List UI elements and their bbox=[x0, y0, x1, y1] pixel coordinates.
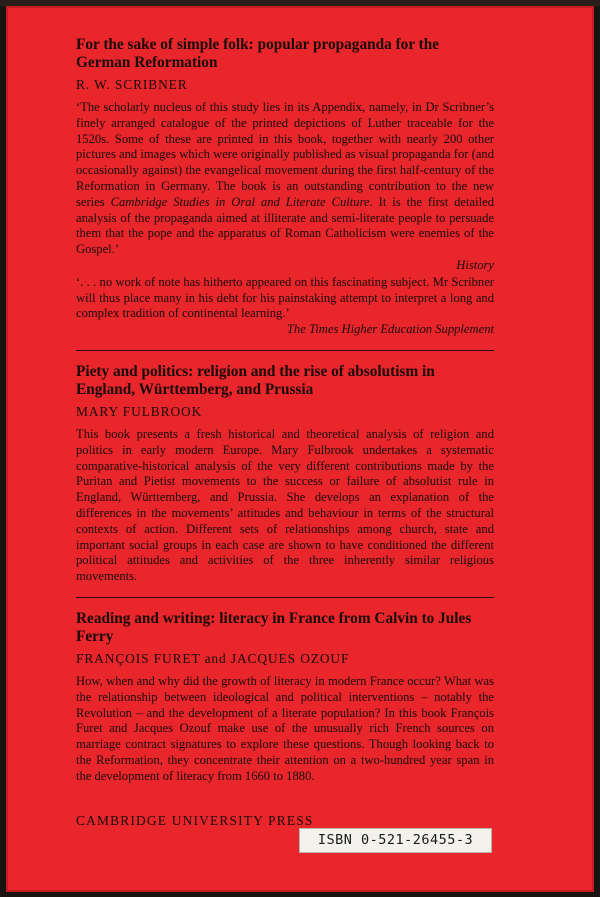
book-entry-fulbrook bbox=[76, 363, 494, 585]
review-quote bbox=[76, 100, 494, 258]
book-title: Reading and writing: literacy in France from Calvin to Jules Ferry bbox=[76, 609, 472, 645]
divider-rule bbox=[76, 350, 494, 351]
publisher-name: CAMBRIDGE UNIVERSITY PRESS bbox=[76, 812, 314, 828]
book-description: How, when and why did the growth of literacy in modern France occur? What was the relationship between ideological and political interventions – notably the Revolution – and the development of a literate population? In this book François Furet and Jacques Ozouf make use of the unusually rich French sources on marriage contract signatures to explore these questions. Though looking back to the Reformation, they concentrate their attention on a two-hundred year span in the development of literacy from 1660 to 1880. bbox=[76, 673, 494, 783]
review-text: ‘The scholarly nucleus of this study lies in its Appendix, namely, in Dr Scribner’s finely arranged catalogue of the printed depictions of Luther traceable for the 1520s. Some of these are printed in this book, together with nearly 200 other pictures and images which were originally published as visual propaganda for (and occasionally against) the evangelical movement during the first half-century of the Reformation in Germany. The book is an outstanding contribution to the new series bbox=[76, 100, 494, 209]
book-entry-scribner bbox=[76, 36, 494, 338]
book-title: Piety and politics: religion and the rise of absolutism in England, Württemberg, and Prussia bbox=[76, 362, 435, 398]
book-entry-furet-ozouf bbox=[76, 610, 494, 785]
divider-rule bbox=[76, 597, 494, 598]
review-text: . It is the first detailed analysis of the propaganda aimed at illiterate and semi-literate people to persuade them that the pope and the apparatus of Roman Catholicism were enemies of the Gospel.’ bbox=[76, 194, 494, 257]
book-author: MARY FULBROOK bbox=[76, 403, 203, 419]
book-author: FRANÇOIS FURET and JACQUES OZOUF bbox=[76, 650, 350, 666]
back-cover bbox=[6, 6, 594, 892]
book-title: For the sake of simple folk: popular propaganda for the German Reformation bbox=[76, 36, 440, 71]
series-name: Cambridge Studies in Oral and Literate Culture bbox=[110, 194, 370, 209]
isbn-label: ISBN 0-521-26455-3 bbox=[299, 828, 492, 853]
review-source: The Times Higher Education Supplement bbox=[286, 322, 494, 337]
book-description: This book presents a fresh historical and theoretical analysis of religion and politics in early modern Europe. Mary Fulbrook undertakes a systematic comparative-historical analysis of the very different contributions made by the Puritan and Pietist movements to the success or failure of absolutist rule in England, Württemberg, and Prussia. She develops an explanation of the differences in the movements’ attitudes and behaviour in terms of the structural contexts of action. Different sets of relationships among church, state and important social groups in each case are shown to have conditioned the different political attitudes and activities of the three inherently similar religious movements. bbox=[76, 426, 494, 584]
book-author: R. W. SCRIBNER bbox=[76, 77, 188, 92]
review-quote: ‘. . . no work of note has hitherto appeared on this fascinating subject. Mr Scribner will thus place many in his debt for his painstaking attempt to interpret a long and complex tradition of continental learning.’ bbox=[76, 274, 494, 321]
review-source: History bbox=[456, 257, 494, 272]
cover-content bbox=[76, 36, 494, 829]
